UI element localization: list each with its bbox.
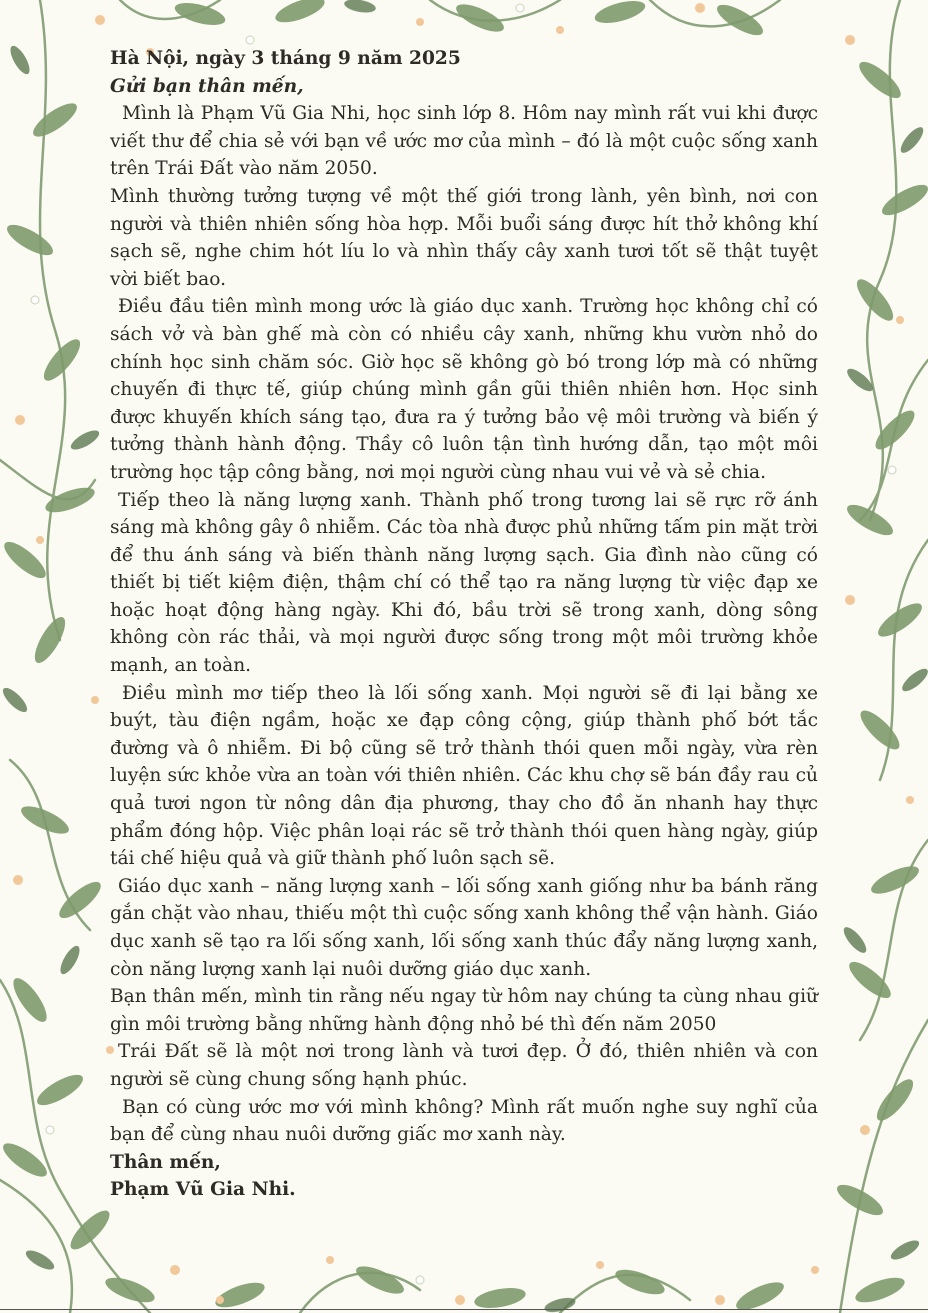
bottom-divider <box>0 1309 928 1310</box>
date-line: Hà Nội, ngày 3 tháng 9 năm 2025 <box>110 48 461 69</box>
paragraph-green-education: Điều đầu tiên mình mong ước là giáo dục xanh. Trường học không chỉ có sách vở và bàn ghế mà còn có nhiều cây xanh, những khu vườn nhỏ do chính học sinh chăm sóc. Giờ học sẽ không gò bó trong lớp mà có những chuyến đi thực tế, giúp chúng mình gần gũi thiên nhiên hơn. Học sinh được khuyến khích sáng tạo, đưa ra ý tưởng bảo vệ môi trường và biến ý tưởng thành hành động. Thầy cô luôn tận tình hướng dẫn, tạo một môi trường học tập công bằng, nơi mọi người cùng nhau vui vẻ và sẻ chia. <box>110 296 818 483</box>
paragraph-green-energy: Tiếp theo là năng lượng xanh. Thành phố trong tương lai sẽ rực rỡ ánh sáng mà không gây ô nhiễm. Các tòa nhà được phủ những tấm pin mặt trời để thu ánh sáng và biến thành năng lượng sạch. Gia đình nào cũng có thiết bị tiết kiệm điện, thậm chí có thể tạo ra năng lượng từ việc đạp xe hoặc hoạt động hàng ngày. Khi đó, bầu trời sẽ trong xanh, dòng sông không còn rác thải, và mọi người được sống trong một môi trường khỏe mạnh, an toàn. <box>110 489 818 677</box>
paragraph-belief: Bạn thân mến, mình tin rằng nếu ngay từ hôm nay chúng ta cùng nhau giữ gìn môi trường bằng những hành động nhỏ bé thì đến năm 2050 <box>110 986 818 1035</box>
paragraph-question: Bạn có cùng ước mơ với mình không? Mình rất muốn nghe suy nghĩ của bạn để cùng nhau nuôi dưỡng giấc mơ xanh này. <box>110 1096 818 1146</box>
greeting: Gửi bạn thân mến, <box>110 75 304 97</box>
paragraph-future-earth: Trái Đất sẽ là một nơi trong lành và tươi đẹp. Ở đó, thiên nhiên và con người sẽ cùng chung sống hạnh phúc. <box>110 1041 818 1090</box>
paragraph-three-gears: Giáo dục xanh – năng lượng xanh – lối sống xanh giống như ba bánh răng gắn chặt vào nhau, thiếu một thì cuộc sống xanh không thể vận hành. Giáo dục xanh sẽ tạo ra lối sống xanh, lối sống xanh thúc đẩy năng lượng xanh, còn năng lượng xanh lại nuôi dưỡng giáo dục xanh. <box>110 875 818 980</box>
paragraph-intro: Mình là Phạm Vũ Gia Nhi, học sinh lớp 8. Hôm nay mình rất vui khi được viết thư để chia sẻ với bạn về ước mơ của mình – đó là một cuộc sống xanh trên Trái Đất vào năm 2050. <box>110 103 818 180</box>
letter-body <box>110 45 818 1204</box>
paragraph-green-lifestyle: Điều mình mơ tiếp theo là lối sống xanh. Mọi người sẽ đi lại bằng xe buýt, tàu điện ngầm, hoặc xe đạp công cộng, giúp thành phố bớt tắc đường và ô nhiễm. Đi bộ cũng sẽ trở thành thói quen mỗi ngày, vừa rèn luyện sức khỏe vừa an toàn với thiên nhiên. Các khu chợ sẽ bán đầy rau củ quả tươi ngon từ nông dân địa phương, thay cho đồ ăn nhanh hay thực phẩm đóng hộp. Việc phân loại rác sẽ trở thành thói quen hàng ngày, giúp tái chế hiệu quả và giữ thành phố luôn sạch sẽ. <box>110 682 818 870</box>
closing: Thân mến, <box>110 1151 221 1173</box>
paragraph-imagination: Mình thường tưởng tượng về một thế giới trong lành, yên bình, nơi con người và thiên nhiên sống hòa hợp. Mỗi buổi sáng được hít thở không khí sạch sẽ, nghe chim hót líu lo và nhìn thấy cây xanh tươi tốt sẽ thật tuyệt vời biết bao. <box>110 185 818 290</box>
signature: Phạm Vũ Gia Nhi. <box>110 1179 296 1201</box>
